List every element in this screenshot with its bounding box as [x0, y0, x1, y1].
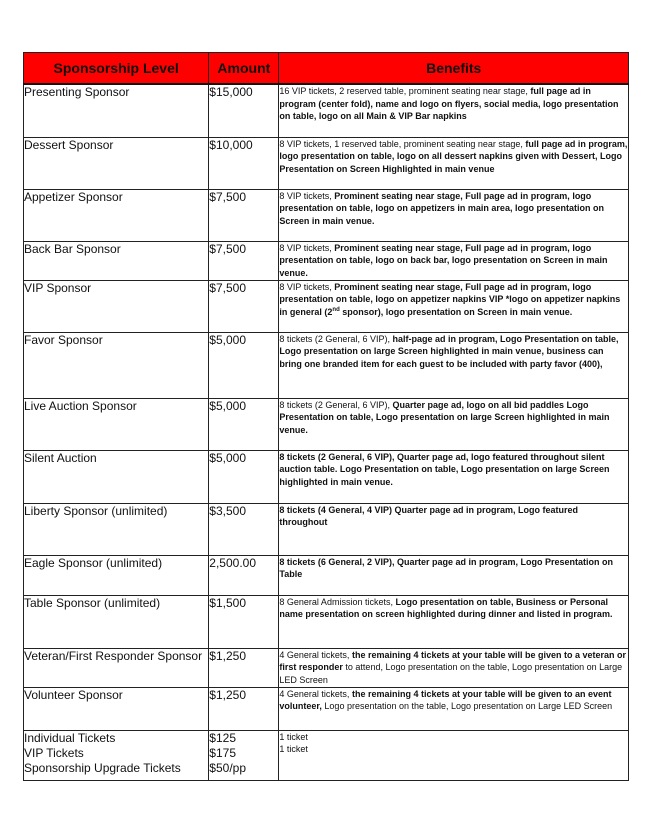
level-cell: Volunteer Sponsor [24, 687, 209, 730]
ticket-level: Sponsorship Upgrade Tickets [24, 760, 181, 775]
table-row [24, 332, 629, 398]
amount-cell: $1,500 [209, 595, 279, 648]
table-row [24, 137, 629, 189]
ticket-benefit: 1 ticket [279, 731, 308, 742]
ticket-amount: $125 [209, 730, 236, 745]
level-cell: Back Bar Sponsor [24, 241, 209, 280]
benefit-bold: the remaining 4 tickets at your table will be given to a veteran or first responder [279, 649, 627, 672]
benefits-cell [279, 241, 629, 280]
benefits-cell [279, 137, 629, 189]
table-row [24, 555, 629, 595]
benefit-bold: full page ad in program (center fold), name and logo on flyers, social media, logo presentation on table, logo on all Main & VIP Bar napkins [279, 86, 619, 121]
benefits-cell [279, 687, 629, 730]
benefits-cell [279, 555, 629, 595]
ticket-level: Individual Tickets [24, 730, 116, 745]
table-row [24, 398, 629, 450]
benefit-bold: full page ad in program, logo presentation on table, logo on all dessert napkins given with Dessert, Logo Presentation on Screen Highlighted in main venue [279, 138, 628, 174]
level-cell: VIP Sponsor [24, 280, 209, 332]
header-benefits: Benefits [279, 53, 629, 85]
table-row [24, 450, 629, 503]
benefit-plain: 4 General tickets, [279, 649, 352, 660]
table-row-tickets [24, 730, 629, 780]
amount-cell: $15,000 [209, 84, 279, 137]
ticket-amount: $50/pp [209, 760, 246, 775]
benefits-cell [279, 595, 629, 648]
amount-cell: $5,000 [209, 450, 279, 503]
benefits-cell [279, 450, 629, 503]
level-cell: Eagle Sponsor (unlimited) [24, 555, 209, 595]
benefits-cell [279, 398, 629, 450]
amount-cell: 2,500.00 [209, 555, 279, 595]
benefits-cell [279, 503, 629, 555]
amount-cell: $1,250 [209, 687, 279, 730]
benefit-bold: Quarter page ad, logo on all bid paddles Logo Presentation on table, Logo presentation on large Screen highlighted in main venue. [279, 399, 610, 435]
ticket-amount: $175 [209, 745, 236, 760]
benefit-bold: Logo presentation on table, Business or Personal name presentation on screen highlighted during dinner and listed in program. [279, 596, 613, 619]
benefit-bold: 8 tickets (4 General, 4 VIP) Quarter page ad in program, Logo featured throughout [279, 504, 578, 527]
level-cell: Favor Sponsor [24, 332, 209, 398]
benefit-bold: the remaining 4 tickets at your table will be given to an event volunteer, [279, 688, 612, 711]
table-row [24, 84, 629, 137]
amount-cell: $10,000 [209, 137, 279, 189]
benefit-plain: 8 VIP tickets, [279, 190, 335, 201]
table-row [24, 503, 629, 555]
benefit-bold: 8 tickets (2 General, 6 VIP), Quarter page ad, logo featured throughout silent auction table. Logo Presentation on table, Logo presentation on large Screen highlighted in main venue. [279, 451, 610, 487]
header-row [24, 53, 629, 85]
table-row [24, 241, 629, 280]
amount-cell: $7,500 [209, 241, 279, 280]
benefit-plain: 8 General Admission tickets, [279, 596, 396, 607]
sponsorship-table [23, 52, 629, 781]
amount-cell: $3,500 [209, 503, 279, 555]
level-cell: Veteran/First Responder Sponsor [24, 648, 209, 687]
benefit-plain: 8 VIP tickets, 1 reserved table, prominent seating near stage, [279, 138, 526, 149]
level-cell: Presenting Sponsor [24, 84, 209, 137]
amount-cell: $5,000 [209, 398, 279, 450]
header-level: Sponsorship Level [24, 53, 209, 85]
benefit-plain: 8 tickets (2 General, 6 VIP), [279, 333, 393, 344]
benefit-bold: Prominent seating near stage, Full page ad in program, logo presentation on table, logo on back bar, logo presentation on Screen in main venue. [279, 242, 608, 278]
benefit-bold: Prominent seating near stage, Full page ad in program, logo presentation on table, logo on appetizer napkins VIP *logo on appetizer napkins in general (2 [279, 281, 621, 317]
amount-cell: $1,250 [209, 648, 279, 687]
table-row [24, 280, 629, 332]
benefit-plain: 8 VIP tickets, [279, 281, 335, 292]
amount-cell: $5,000 [209, 332, 279, 398]
benefit-plain: 8 VIP tickets, [279, 242, 335, 253]
benefit-tail: to attend, Logo presentation on the table, Logo presentation on Large LED Screen [279, 662, 623, 685]
level-cell: Silent Auction [24, 450, 209, 503]
benefit-plain: 4 General tickets, [279, 688, 352, 699]
benefits-cell [279, 84, 629, 137]
benefit-plain: 16 VIP tickets, 2 reserved table, prominent seating near stage, [279, 86, 531, 96]
ticket-benefit: 1 ticket [279, 744, 308, 754]
amount-cell [209, 730, 279, 780]
level-cell: Liberty Sponsor (unlimited) [24, 503, 209, 555]
benefit-tail: Logo presentation on the table, Logo presentation on Large LED Screen [321, 701, 613, 711]
benefits-cell [279, 189, 629, 241]
benefit-bold: half-page ad in program, Logo Presentation on table, Logo presentation on large Screen highlighted in main venue, business can bring one branded item for each guest to be included with party favor (400), [279, 333, 619, 369]
amount-cell: $7,500 [209, 189, 279, 241]
table-row [24, 595, 629, 648]
benefit-tail: sponsor), logo presentation on Screen in main venue. [339, 306, 573, 317]
benefit-bold: 8 tickets (6 General, 2 VIP), Quarter page ad in program, Logo Presentation on Table [279, 556, 613, 579]
benefit-plain: 8 tickets (2 General, 6 VIP), [279, 399, 393, 410]
benefits-cell [279, 730, 629, 780]
level-cell: Dessert Sponsor [24, 137, 209, 189]
table-row [24, 687, 629, 730]
ticket-level: VIP Tickets [24, 745, 84, 760]
level-cell: Appetizer Sponsor [24, 189, 209, 241]
benefits-cell [279, 332, 629, 398]
table-row [24, 648, 629, 687]
benefit-bold: Prominent seating near stage, Full page ad in program, logo presentation on table, logo on appetizers in main area, logo presentation on Screen in main venue. [279, 190, 604, 226]
benefits-cell [279, 648, 629, 687]
table-row [24, 189, 629, 241]
benefit-sup: nd [332, 306, 340, 313]
header-amount: Amount [209, 53, 279, 85]
level-cell: Live Auction Sponsor [24, 398, 209, 450]
level-cell: Table Sponsor (unlimited) [24, 595, 209, 648]
benefits-cell [279, 280, 629, 332]
level-cell [24, 730, 209, 780]
amount-cell: $7,500 [209, 280, 279, 332]
